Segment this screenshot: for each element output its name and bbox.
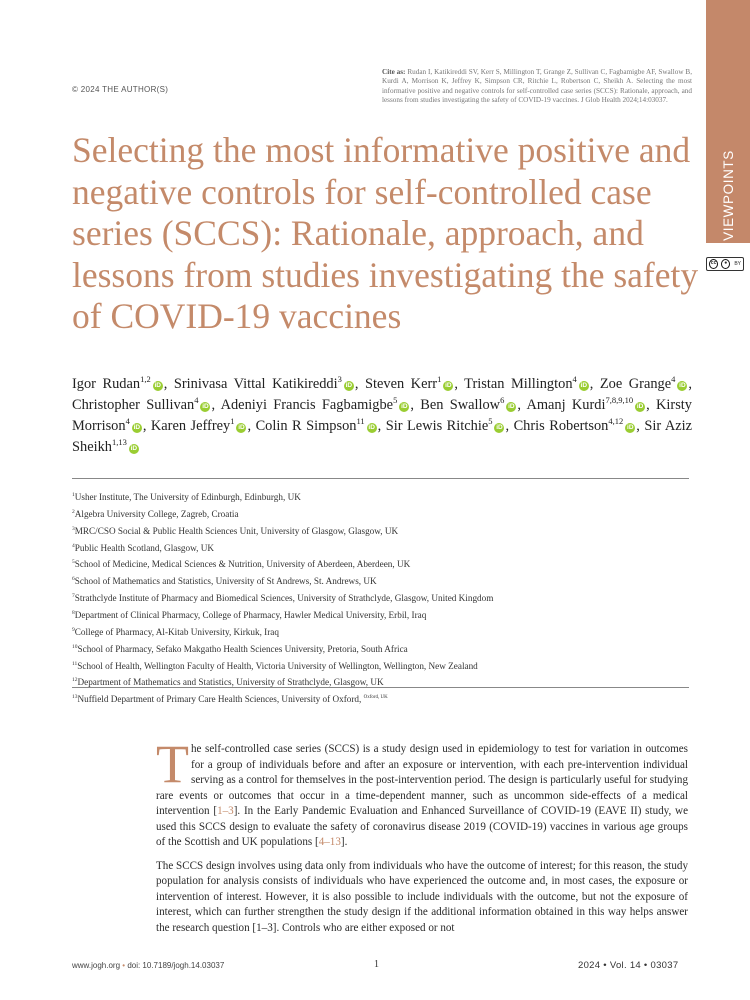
- rule-bottom: [72, 687, 689, 688]
- author-name: Sir Aziz Sheikh: [72, 418, 692, 455]
- affiliation-item: [72, 539, 692, 556]
- orcid-icon[interactable]: iD: [130, 445, 138, 452]
- affiliation-text: School of Medicine, Medical Sciences & Nutrition, University of Aberdeen, Aberdeen, UK: [74, 559, 411, 570]
- section-label-wrapper: [706, 148, 750, 243]
- orcid-icon[interactable]: iD: [133, 424, 141, 431]
- author-separator: ,: [247, 418, 256, 434]
- affiliation-item: [72, 690, 692, 707]
- orcid-icon[interactable]: iD: [238, 424, 245, 431]
- author-affiliation-sup: 3: [337, 374, 342, 385]
- affiliation-item: [72, 589, 692, 606]
- author-separator: ,: [505, 418, 514, 434]
- affiliation-number: 13: [72, 694, 78, 701]
- affiliation-number: 8: [72, 610, 75, 617]
- author-name: Karen Jeffrey: [150, 418, 231, 434]
- footer-left: [72, 961, 224, 970]
- affiliation-number: 7: [72, 593, 75, 600]
- page-number: 1: [374, 959, 379, 970]
- author-affiliation-sup: 1: [230, 416, 235, 427]
- orcid-icon[interactable]: iD: [580, 382, 588, 389]
- author-affiliation-sup: 11: [356, 416, 365, 427]
- author-affiliation-sup: 1,2: [140, 374, 151, 385]
- orcid-icon[interactable]: iD: [345, 382, 353, 389]
- author-name: Christopher Sullivan: [72, 397, 195, 413]
- affiliation-text: Nuffield Department of Primary Care Health Sciences, University of Oxford,: [77, 694, 364, 705]
- affiliation-number: 2: [72, 508, 75, 515]
- affiliation-text: Algebra University College, Zagreb, Croatia: [74, 508, 239, 519]
- orcid-icon[interactable]: iD: [627, 424, 634, 431]
- author-name: Kirsty Morrison: [72, 397, 692, 434]
- affiliation-text: School of Health, Wellington Faculty of Health, Victoria University of Wellington, Wellington, New Zealand: [77, 660, 478, 671]
- orcid-icon[interactable]: iD: [368, 424, 375, 431]
- affiliation-number: 9: [72, 626, 75, 633]
- affiliation-text: School of Mathematics and Statistics, University of St Andrews, St. Andrews, UK: [74, 576, 377, 587]
- author-separator: ,: [377, 418, 386, 434]
- affiliation-number: 6: [72, 576, 75, 583]
- affiliation-text: College of Pharmacy, Al-Kitab University, Kirkuk, Iraq: [74, 626, 279, 637]
- affiliation-item: [72, 623, 692, 640]
- paragraph-1-text-a: he self-controlled case series (SCCS) is a study design used in epidemiology to test for variation in outcomes for a group of individuals before and after an exposure or intervention, with each pre-intervention individual serving as a control for themselves in the post-intervention period. The design is particularly useful for studying rare events or outcomes that occur in a time-dependent manner, such as uncommon side-effects of a medical intervention [: [156, 743, 688, 817]
- author-affiliation-sup: 7,8,9,10: [605, 395, 634, 406]
- creative-commons-by-icon[interactable]: [706, 257, 744, 271]
- paragraph-2: The SCCS design involves using data only from individuals who have the outcome of interest; for this reason, the study population for analysis consists of individuals who have experienced the outcome and, in most cases, the exposure or intervention of interest. However, it is also possible to include individuals with the outcome, but not the exposure of interest, which can further strengthen the study design if the additional information obtained in this way helps answer the research question [1–3]. Controls who are either exposed or not: [156, 859, 688, 934]
- rule-top: [72, 478, 689, 479]
- author-affiliation-sup: 1: [437, 374, 442, 385]
- author-affiliation-sup: 4: [671, 374, 676, 385]
- affiliation-text: School of Pharmacy, Sefako Makgatho Health Sciences University, Pretoria, South Africa: [77, 643, 408, 654]
- affiliation-item: [72, 572, 692, 589]
- author-name: Amanj Kurdi: [526, 397, 606, 413]
- author-separator: ,: [410, 397, 421, 413]
- by-label: BY: [734, 261, 741, 267]
- affiliation-number: 10: [72, 643, 78, 650]
- cc-glyph: cc: [709, 259, 718, 269]
- cite-as-label: Cite as:: [382, 68, 406, 76]
- author-separator: ,: [142, 418, 151, 434]
- author-separator: ,: [454, 376, 465, 392]
- orcid-icon[interactable]: iD: [496, 424, 503, 431]
- author-name: Tristan Millington: [464, 376, 573, 392]
- paragraph-1: [156, 734, 688, 851]
- doi-link[interactable]: doi: 10.7189/jogh.14.03037: [127, 961, 225, 970]
- affiliation-item: [72, 606, 692, 623]
- affiliation-item: [72, 505, 692, 522]
- author-name: Colin R Simpson: [255, 418, 357, 434]
- article-body: [156, 734, 688, 944]
- author-name: Ben Swallow: [420, 397, 501, 413]
- affiliation-text: Department of Mathematics and Statistics, University of Strathclyde, Glasgow, UK: [77, 677, 384, 688]
- copyright-notice: © 2024 THE AUTHOR(S): [72, 85, 169, 94]
- paragraph-1-text-c: ].: [340, 836, 348, 848]
- reference-link-4-13[interactable]: 4–13: [318, 836, 341, 848]
- orcid-icon[interactable]: iD: [679, 382, 686, 389]
- drop-cap: T: [156, 734, 189, 794]
- affiliation-item: [72, 657, 692, 674]
- orcid-icon[interactable]: iD: [401, 403, 408, 410]
- author-name: Chris Robertson: [513, 418, 609, 434]
- affiliation-item: [72, 555, 692, 572]
- author-separator: ,: [163, 376, 174, 392]
- section-label: VIEWPOINTS: [720, 150, 736, 241]
- author-affiliation-sup: 6: [500, 395, 505, 406]
- orcid-icon[interactable]: iD: [445, 382, 452, 389]
- author-affiliation-sup: 5: [393, 395, 398, 406]
- author-name: Zoe Grange: [599, 376, 672, 392]
- person-glyph: ●: [721, 259, 730, 269]
- author-separator: ,: [589, 376, 600, 392]
- affiliation-item: [72, 522, 692, 539]
- orcid-icon[interactable]: iD: [636, 403, 644, 410]
- author-separator: ,: [688, 376, 692, 392]
- journal-url-link[interactable]: www.jogh.org: [72, 961, 121, 970]
- paragraph-1-text-b: ]. In the Early Pandemic Evaluation and Enhanced Surveillance of COVID-19 (EAVE II) study, we used this SCCS design to evaluate the safety of coronavirus disease 2019 (COVID-19) vaccines in various age groups of the Scottish and UK populations [: [156, 805, 688, 848]
- author-affiliation-sup: 4,12: [608, 416, 624, 427]
- author-affiliation-sup: 5: [488, 416, 493, 427]
- affiliation-text: MRC/CSO Social & Public Health Sciences Unit, University of Glasgow, Glasgow, UK: [74, 525, 399, 536]
- affiliation-number: 11: [72, 660, 78, 667]
- author-affiliation-sup: 4: [125, 416, 130, 427]
- affiliation-item: [72, 488, 692, 505]
- author-affiliation-sup: 1,13: [111, 437, 127, 448]
- affiliation-list: [72, 488, 692, 707]
- author-name: Steven Kerr: [365, 376, 438, 392]
- affiliation-text: Strathclyde Institute of Pharmacy and Biomedical Sciences, University of Strathclyde, Glasgow, United Kingdom: [74, 593, 494, 604]
- author-separator: ,: [646, 397, 657, 413]
- author-name: Igor Rudan: [72, 376, 141, 392]
- cite-as-text: Rudan I, Katikireddi SV, Kerr S, Millington T, Grange Z, Sullivan C, Fagbamigbe AF, Swallow B, Kurdi A, Morrison K, Jeffrey K, Simpson CR, Ritchie L, Robertson C, Sheikh A. Selecting the most informative positive and negative controls for self-controlled case series (SCCS): Rationale, approach, and lessons from studies investigating the safety of COVID-19 vaccines. J Glob Health 2024;14:03037.: [382, 68, 693, 105]
- cite-as-block: [382, 68, 692, 106]
- orcid-icon[interactable]: iD: [202, 403, 209, 410]
- author-list: [72, 374, 692, 458]
- affiliation-number: 3: [72, 525, 75, 532]
- affiliation-number: 5: [72, 559, 75, 566]
- affiliation-number: 4: [72, 542, 75, 549]
- author-separator: ,: [636, 418, 645, 434]
- reference-link-1-3[interactable]: 1–3: [217, 805, 234, 817]
- author-separator: ,: [211, 397, 221, 413]
- affiliation-number: 12: [72, 677, 78, 684]
- orcid-icon[interactable]: iD: [508, 403, 515, 410]
- author-separator: ,: [517, 397, 527, 413]
- author-name: Srinivasa Vittal Katikireddi: [173, 376, 338, 392]
- author-name: Adeniyi Francis Fagbamigbe: [220, 397, 394, 413]
- author-name: Sir Lewis Ritchie: [385, 418, 489, 434]
- article-title: Selecting the most informative positive and negative controls for self-controlled case series (SCCS): Rationale, approach, and lessons from studies investigating the safety of COVID-19 vaccines: [72, 130, 699, 336]
- author-affiliation-sup: 4: [572, 374, 577, 385]
- footer-separator: •: [122, 961, 126, 970]
- affiliation-text: Usher Institute, The University of Edinburgh, Edinburgh, UK: [74, 492, 301, 503]
- affiliation-item: [72, 640, 692, 657]
- orcid-icon[interactable]: iD: [154, 382, 161, 389]
- affiliation-number: 1: [72, 492, 75, 498]
- author-affiliation-sup: 4: [194, 395, 199, 406]
- author-separator: ,: [354, 376, 365, 392]
- affiliation-text: Public Health Scotland, Glasgow, UK: [74, 542, 214, 553]
- affiliation-suffix: Oxford, UK: [363, 695, 388, 701]
- volume-info: 2024 • Vol. 14 • 03037: [578, 960, 679, 971]
- affiliation-text: Department of Clinical Pharmacy, College of Pharmacy, Hawler Medical University, Erbil, Iraq: [74, 610, 427, 621]
